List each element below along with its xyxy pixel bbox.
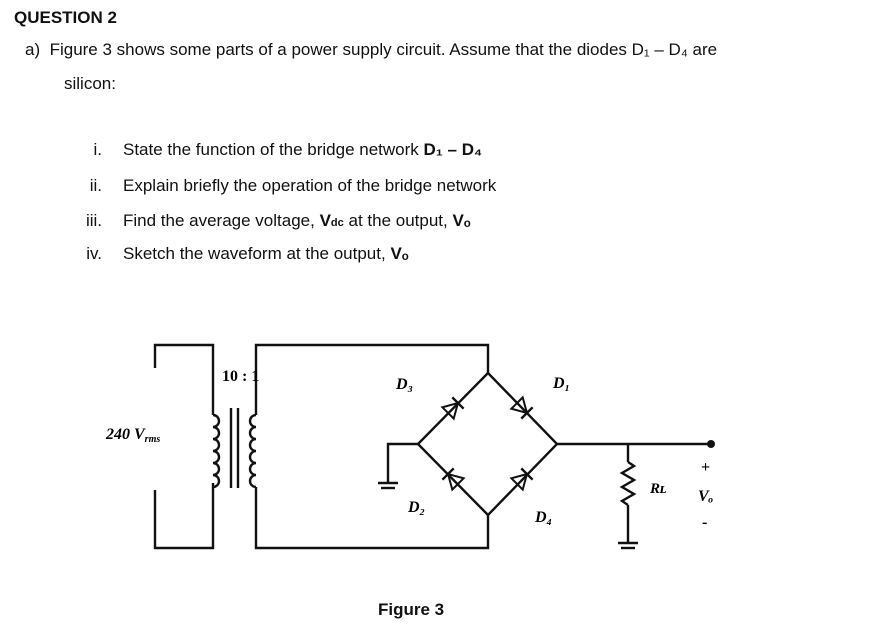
source-label: 240 Vrms xyxy=(106,426,161,445)
item-text: Sketch the waveform at the output, xyxy=(123,244,391,263)
ratio-label: 10 : 1 xyxy=(222,368,260,385)
item-bold: V xyxy=(319,211,331,230)
item-bold: Vₒ xyxy=(452,211,471,230)
item-bold: D₁ – D₄ xyxy=(423,140,483,159)
intro-line-1: Figure 3 shows some parts of a power supply circuit. Assume that the diodes D₁ – D₄ are xyxy=(49,40,718,59)
part-label: a) xyxy=(25,40,41,59)
output-terminal-dot xyxy=(707,440,715,448)
item-text: Explain briefly the operation of the bridge network xyxy=(123,176,497,195)
item-number: iii. xyxy=(85,211,102,230)
vo-label: Vₒ xyxy=(698,488,714,505)
item-text: Find the average voltage, xyxy=(123,211,320,230)
item-subscript: dc xyxy=(330,217,344,229)
ground-icon xyxy=(618,543,638,548)
item-bold: Vₒ xyxy=(390,244,409,263)
minus-label: - xyxy=(702,514,708,531)
d1-label: D₁ xyxy=(553,375,571,392)
item-number: ii. xyxy=(89,176,102,195)
d2-label: D₂ xyxy=(408,499,426,516)
ground-icon xyxy=(378,483,398,488)
d4-label: D₄ xyxy=(535,509,553,526)
item-text: State the function of the bridge network xyxy=(123,140,424,159)
item-number: i. xyxy=(93,140,102,159)
item-text: at the output, xyxy=(343,211,453,230)
figure-caption: Figure 3 xyxy=(378,600,445,619)
item-number: iv. xyxy=(86,244,102,263)
question-heading: QUESTION 2 xyxy=(14,8,117,27)
load-label: Rʟ xyxy=(650,481,667,497)
plus-label: + xyxy=(701,459,711,476)
intro-line-2: silicon: xyxy=(64,74,116,93)
d3-label: D₃ xyxy=(396,376,414,393)
